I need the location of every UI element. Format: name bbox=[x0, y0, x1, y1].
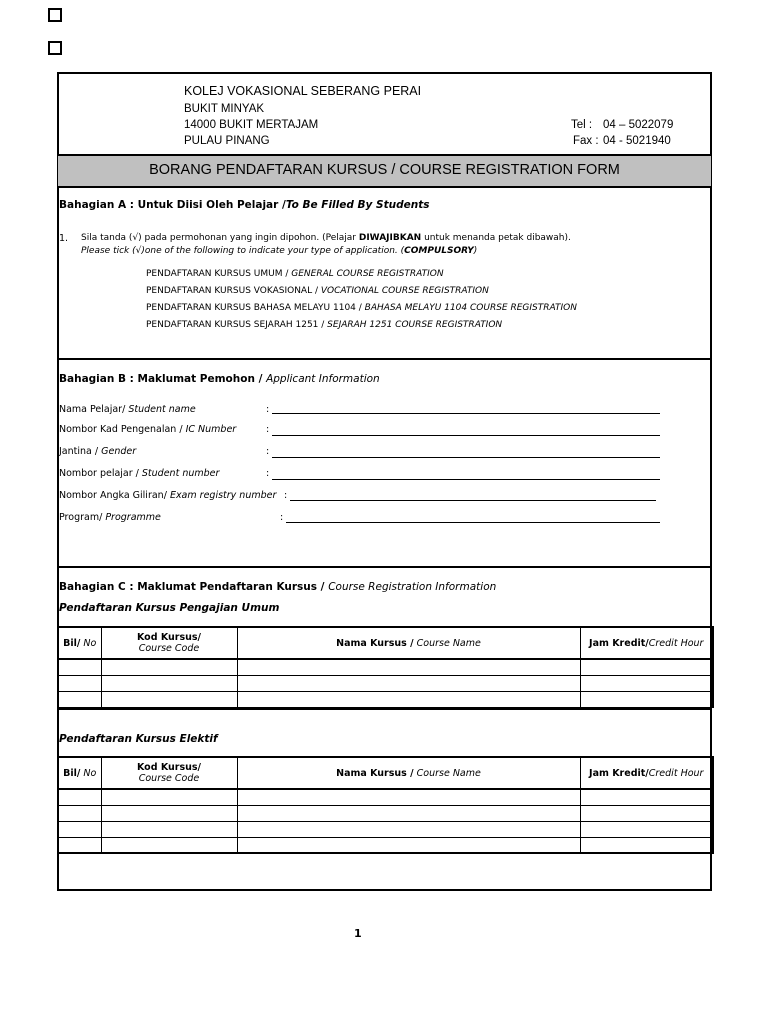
col-course-name: Nama Kursus / Course Name bbox=[237, 757, 580, 789]
cell[interactable] bbox=[58, 789, 101, 806]
cell[interactable] bbox=[580, 692, 713, 708]
top-checkbox-2[interactable] bbox=[48, 41, 62, 55]
label-programme: Program/ Programme bbox=[59, 512, 161, 523]
fax-number: 04 - 5021940 bbox=[603, 135, 671, 147]
table-row bbox=[58, 789, 713, 806]
cell[interactable] bbox=[237, 676, 580, 692]
colon-2: : bbox=[266, 424, 270, 435]
address-line-3: PULAU PINANG bbox=[184, 135, 270, 147]
col-course-code: Kod Kursus/ Course Code bbox=[101, 757, 237, 789]
fax-label: Fax : bbox=[573, 135, 599, 147]
ic-number-field[interactable] bbox=[272, 435, 660, 436]
table-row bbox=[58, 806, 713, 822]
option-bahasa-melayu[interactable]: PENDAFTARAN KURSUS BAHASA MELAYU 1104 / BAHASA MELAYU 1104 COURSE REGISTRATION bbox=[146, 303, 577, 313]
college-name: KOLEJ VOKASIONAL SEBERANG PERAI bbox=[184, 84, 422, 98]
sub-general-courses: Pendaftaran Kursus Pengajian Umum bbox=[59, 602, 280, 614]
cell[interactable] bbox=[237, 789, 580, 806]
instruction-ms: Sila tanda (√) pada permohonan yang ingin dipohon. (Pelajar DIWAJIBKAN untuk menanda petak dibawah). bbox=[81, 233, 571, 243]
cell[interactable] bbox=[580, 676, 713, 692]
cell[interactable] bbox=[101, 676, 237, 692]
cell[interactable] bbox=[237, 822, 580, 838]
programme-field[interactable] bbox=[286, 522, 660, 523]
table-row bbox=[58, 676, 713, 692]
cell[interactable] bbox=[58, 692, 101, 708]
tel-number: 04 – 5022079 bbox=[603, 119, 674, 131]
label-exam-registry: Nombor Angka Giliran/ Exam registry number bbox=[59, 490, 277, 501]
label-student-number: Nombor pelajar / Student number bbox=[59, 468, 220, 479]
cell[interactable] bbox=[580, 789, 713, 806]
student-name-field[interactable] bbox=[272, 413, 660, 414]
col-credit-hour: Jam Kredit/Credit Hour bbox=[580, 757, 713, 789]
option-vocational[interactable]: PENDAFTARAN KURSUS VOKASIONAL / VOCATIONAL COURSE REGISTRATION bbox=[146, 286, 489, 296]
colon-4: : bbox=[266, 468, 270, 479]
col-course-name: Nama Kursus / Course Name bbox=[237, 627, 580, 659]
tel-label: Tel : bbox=[571, 119, 593, 131]
address-line-1: BUKIT MINYAK bbox=[184, 103, 265, 115]
elective-course-table bbox=[57, 756, 714, 854]
cell[interactable] bbox=[101, 692, 237, 708]
form-title-band bbox=[58, 154, 711, 188]
exam-registry-field[interactable] bbox=[290, 500, 656, 501]
divider-tables bbox=[57, 708, 712, 710]
colon-1: : bbox=[266, 404, 270, 415]
col-bil: Bil/ No bbox=[58, 627, 101, 659]
table-row bbox=[58, 822, 713, 838]
label-student-name: Nama Pelajar/ Student name bbox=[59, 404, 196, 415]
section-c-title: Bahagian C : Maklumat Pendaftaran Kursus / Course Registration Information bbox=[59, 581, 497, 593]
form-title: BORANG PENDAFTARAN KURSUS / COURSE REGISTRATION FORM bbox=[149, 162, 620, 178]
cell[interactable] bbox=[58, 659, 101, 676]
gender-field[interactable] bbox=[272, 457, 660, 458]
colon-6: : bbox=[280, 512, 284, 523]
cell[interactable] bbox=[101, 822, 237, 838]
colon-5: : bbox=[284, 490, 288, 501]
cell[interactable] bbox=[58, 806, 101, 822]
label-gender: Jantina / Gender bbox=[59, 446, 137, 457]
cell[interactable] bbox=[237, 692, 580, 708]
cell[interactable] bbox=[580, 822, 713, 838]
label-ic-number: Nombor Kad Pengenalan / IC Number bbox=[59, 424, 237, 435]
top-checkbox-1[interactable] bbox=[48, 8, 62, 22]
table-row bbox=[58, 692, 713, 708]
general-course-table bbox=[57, 626, 714, 708]
section-a-title: Bahagian A : Untuk Diisi Oleh Pelajar /To Be Filled By Students bbox=[59, 199, 430, 211]
sub-elective-courses: Pendaftaran Kursus Elektif bbox=[59, 733, 218, 745]
cell[interactable] bbox=[580, 659, 713, 676]
col-course-code: Kod Kursus/ Course Code bbox=[101, 627, 237, 659]
cell[interactable] bbox=[237, 806, 580, 822]
cell[interactable] bbox=[101, 789, 237, 806]
instruction-number: 1. bbox=[59, 233, 69, 244]
cell[interactable] bbox=[237, 659, 580, 676]
divider-bottom bbox=[57, 852, 712, 854]
table-header-row bbox=[58, 627, 713, 659]
divider-a-b bbox=[57, 358, 712, 360]
page-number: 1 bbox=[354, 927, 362, 940]
instruction-en: Please tick (√)one of the following to indicate your type of application. (COMPULSORY) bbox=[81, 246, 478, 256]
section-b-title: Bahagian B : Maklumat Pemohon / Applicant Information bbox=[59, 373, 380, 385]
col-credit-hour: Jam Kredit/Credit Hour bbox=[580, 627, 713, 659]
cell[interactable] bbox=[101, 806, 237, 822]
table-row bbox=[58, 659, 713, 676]
option-sejarah[interactable]: PENDAFTARAN KURSUS SEJARAH 1251 / SEJARAH 1251 COURSE REGISTRATION bbox=[146, 320, 503, 330]
option-general[interactable]: PENDAFTARAN KURSUS UMUM / GENERAL COURSE REGISTRATION bbox=[146, 269, 444, 279]
table-header-row bbox=[58, 757, 713, 789]
colon-3: : bbox=[266, 446, 270, 457]
col-bil: Bil/ No bbox=[58, 757, 101, 789]
cell[interactable] bbox=[101, 659, 237, 676]
cell[interactable] bbox=[58, 822, 101, 838]
divider-b-c bbox=[57, 566, 712, 568]
address-line-2: 14000 BUKIT MERTAJAM bbox=[184, 119, 319, 131]
cell[interactable] bbox=[580, 806, 713, 822]
cell[interactable] bbox=[58, 676, 101, 692]
student-number-field[interactable] bbox=[272, 479, 660, 480]
